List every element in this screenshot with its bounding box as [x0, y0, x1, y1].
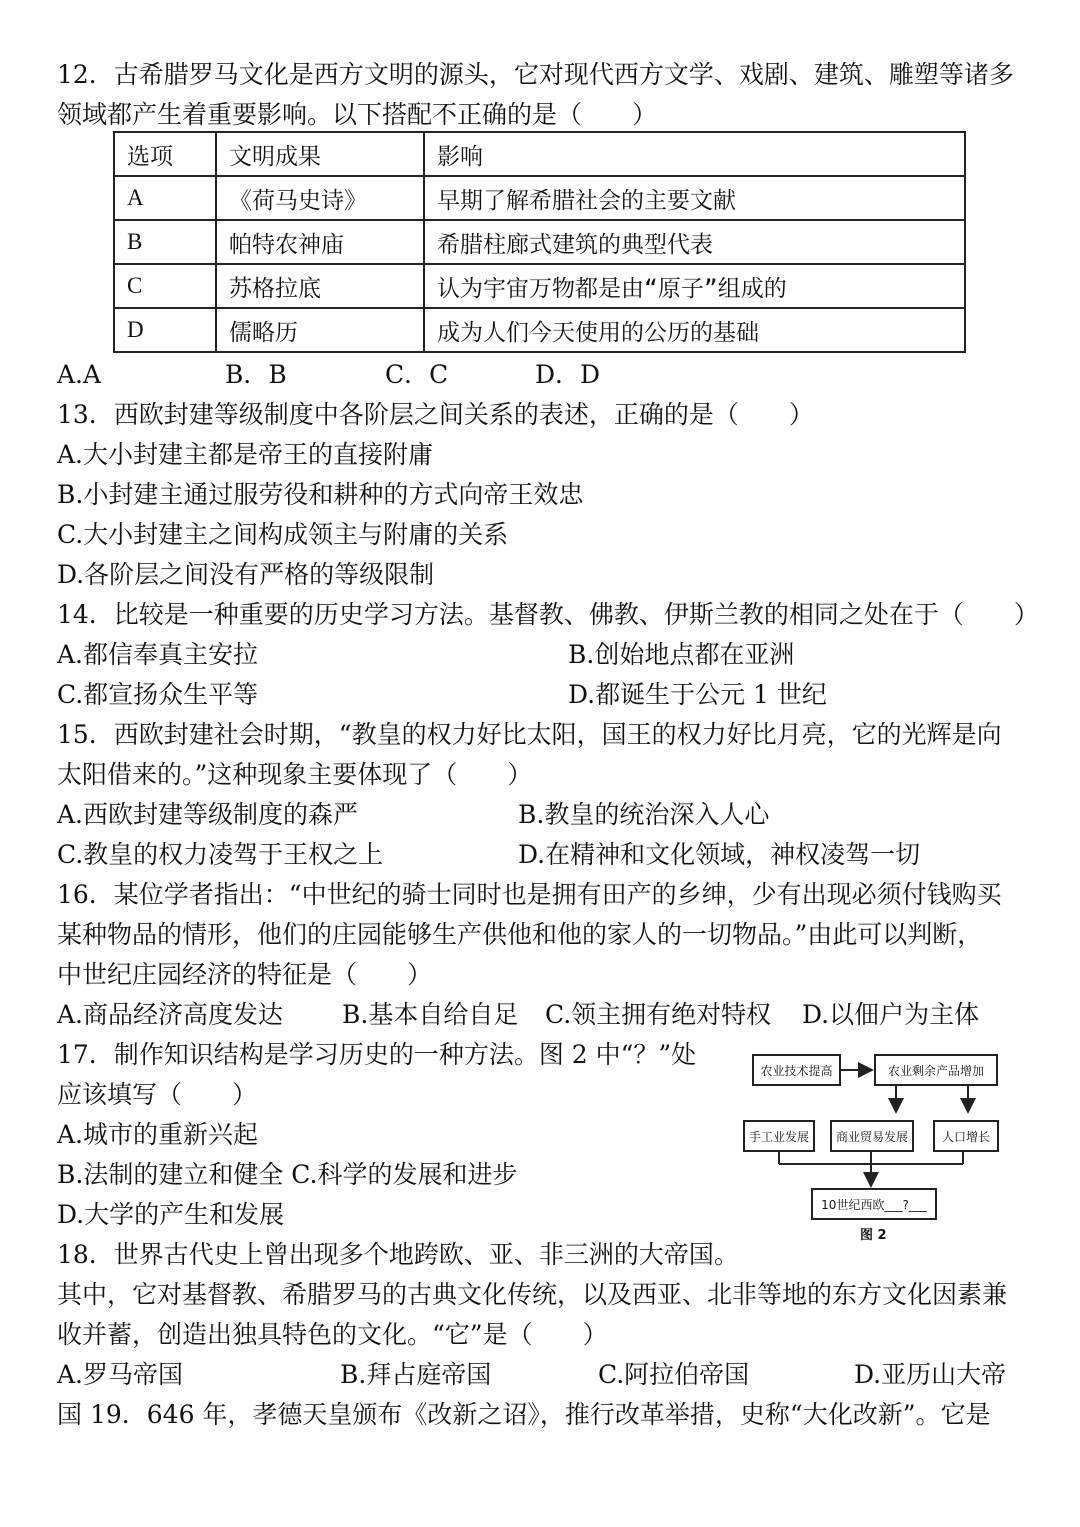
table-row — [114, 176, 965, 220]
table-header-cell: 选项 — [114, 132, 216, 176]
q15-option-c: C.教皇的权力凌驾于王权之上 — [57, 840, 384, 869]
table-cell: 认为宇宙万物都是由“原子”组成的 — [424, 264, 965, 308]
flow-box-agri-tech: 农业技术提高 — [752, 1054, 841, 1086]
table-header-cell: 文明成果 — [216, 132, 424, 176]
q18-option-b: B.拜占庭帝国 — [340, 1360, 492, 1389]
q14-stem: 14．比较是一种重要的历史学习方法。基督教、佛教、伊斯兰教的相同之处在于（ ） — [57, 600, 1039, 629]
q17-stem-line2: 应该填写（ ） — [57, 1080, 258, 1109]
table-cell: 希腊柱廊式建筑的典型代表 — [424, 220, 965, 264]
q18-option-c: C.阿拉伯帝国 — [598, 1360, 750, 1389]
table-cell: B — [114, 220, 216, 264]
q15-option-d: D.在精神和文化领域，神权凌驾一切 — [518, 840, 921, 869]
q15-option-b: B.教皇的统治深入人心 — [518, 800, 770, 829]
table-row — [114, 264, 965, 308]
table-row — [114, 308, 965, 352]
q13-option-c: C.大小封建主之间构成领主与附庸的关系 — [57, 520, 509, 549]
table-cell: 《荷马史诗》 — [216, 176, 424, 220]
q17-option-d: D.大学的产生和发展 — [57, 1200, 285, 1229]
q14-option-c: C.都宣扬众生平等 — [57, 680, 259, 709]
table-row — [114, 220, 965, 264]
q13-option-a: A.大小封建主都是帝王的直接附庸 — [57, 440, 434, 469]
flow-box-agri-surplus: 农业剩余产品增加 — [874, 1054, 998, 1086]
q15-stem-line1: 15．西欧封建社会时期，“教皇的权力好比太阳，国王的权力好比月亮，它的光辉是向 — [57, 720, 1002, 749]
q17-stem-line1: 17．制作知识结构是学习历史的一种方法。图 2 中“？”处 — [57, 1040, 697, 1069]
flow-box-handicraft: 手工业发展 — [743, 1120, 815, 1152]
table-cell: 帕特农神庙 — [216, 220, 424, 264]
table-cell: 苏格拉底 — [216, 264, 424, 308]
table-header-row — [114, 132, 965, 176]
q14-option-d: D.都诞生于公元 1 世纪 — [568, 680, 827, 709]
table-cell: 早期了解希腊社会的主要文献 — [424, 176, 965, 220]
table-cell: A — [114, 176, 216, 220]
flow-box-trade: 商业贸易发展 — [830, 1120, 914, 1152]
q13-option-b: B.小封建主通过服劳役和耕种的方式向帝王效忠 — [57, 480, 584, 509]
q16-stem-line2: 某种物品的情形，他们的庄园能够生产供他和他的家人的一切物品。”由此可以判断， — [57, 920, 983, 949]
q12-stem-line1: 12．古希腊罗马文化是西方文明的源头，它对现代西方文学、戏剧、建筑、雕塑等诸多 — [57, 60, 1014, 89]
table-cell: 成为人们今天使用的公历的基础 — [424, 308, 965, 352]
q16-stem-line3: 中世纪庄园经济的特征是（ ） — [57, 960, 433, 989]
q12-stem-line2: 领域都产生着重要影响。以下搭配不正确的是（ ） — [57, 100, 658, 129]
q16-option-c: C.领主拥有绝对特权 — [545, 1000, 772, 1029]
q15-stem-line2: 太阳借来的。”这种现象主要体现了（ ） — [57, 760, 533, 789]
q18-option-a: A.罗马帝国 — [57, 1360, 184, 1389]
table-header-cell: 影响 — [424, 132, 965, 176]
q14-option-a: A.都信奉真主安拉 — [57, 640, 259, 669]
table-cell: D — [114, 308, 216, 352]
q12-option-b: B．B — [225, 360, 287, 389]
q14-option-b: B.创始地点都在亚洲 — [568, 640, 795, 669]
q12-option-a: A.A — [57, 360, 102, 389]
figure-2-flow-diagram — [738, 1040, 1010, 1245]
q18-stem-line3: 收并蓄，创造出独具特色的文化。“它”是（ ） — [57, 1320, 608, 1349]
flow-box-result: 10世纪西欧___?___ — [811, 1188, 937, 1220]
q16-option-d: D.以佃户为主体 — [802, 1000, 980, 1029]
table-cell: C — [114, 264, 216, 308]
q13-option-d: D.各阶层之间没有严格的等级限制 — [57, 560, 435, 589]
q12-option-c: C．C — [385, 360, 449, 389]
q18-stem-line2: 其中，它对基督教、希腊罗马的古典文化传统，以及西亚、北非等地的东方文化因素兼 — [57, 1280, 1008, 1309]
q18-option-d: D.亚历山大帝 — [854, 1360, 1007, 1389]
table-cell: 儒略历 — [216, 308, 424, 352]
q17-option-bc: B.法制的建立和健全 C.科学的发展和进步 — [57, 1160, 518, 1189]
q12-table — [113, 131, 966, 353]
figure-caption: 图 2 — [860, 1228, 887, 1243]
q19-stem-line1: 国 19．646 年，孝德天皇颁布《改新之诏》，推行改革举措，史称“大化改新”。它是 — [57, 1400, 991, 1429]
q16-stem-line1: 16．某位学者指出：“中世纪的骑士同时也是拥有田产的乡绅，少有出现必须付钱购买 — [57, 880, 1002, 909]
q17-option-a: A.城市的重新兴起 — [57, 1120, 259, 1149]
q16-option-a: A.商品经济高度发达 — [57, 1000, 284, 1029]
q16-option-b: B.基本自给自足 — [342, 1000, 519, 1029]
q18-stem-line1: 18．世界古代史上曾出现多个地跨欧、亚、非三洲的大帝国。 — [57, 1240, 739, 1269]
q15-option-a: A.西欧封建等级制度的森严 — [57, 800, 359, 829]
q13-stem: 13．西欧封建等级制度中各阶层之间关系的表述，正确的是（ ） — [57, 400, 814, 429]
q12-option-d: D．D — [535, 360, 601, 389]
flow-box-population: 人口增长 — [933, 1120, 999, 1152]
